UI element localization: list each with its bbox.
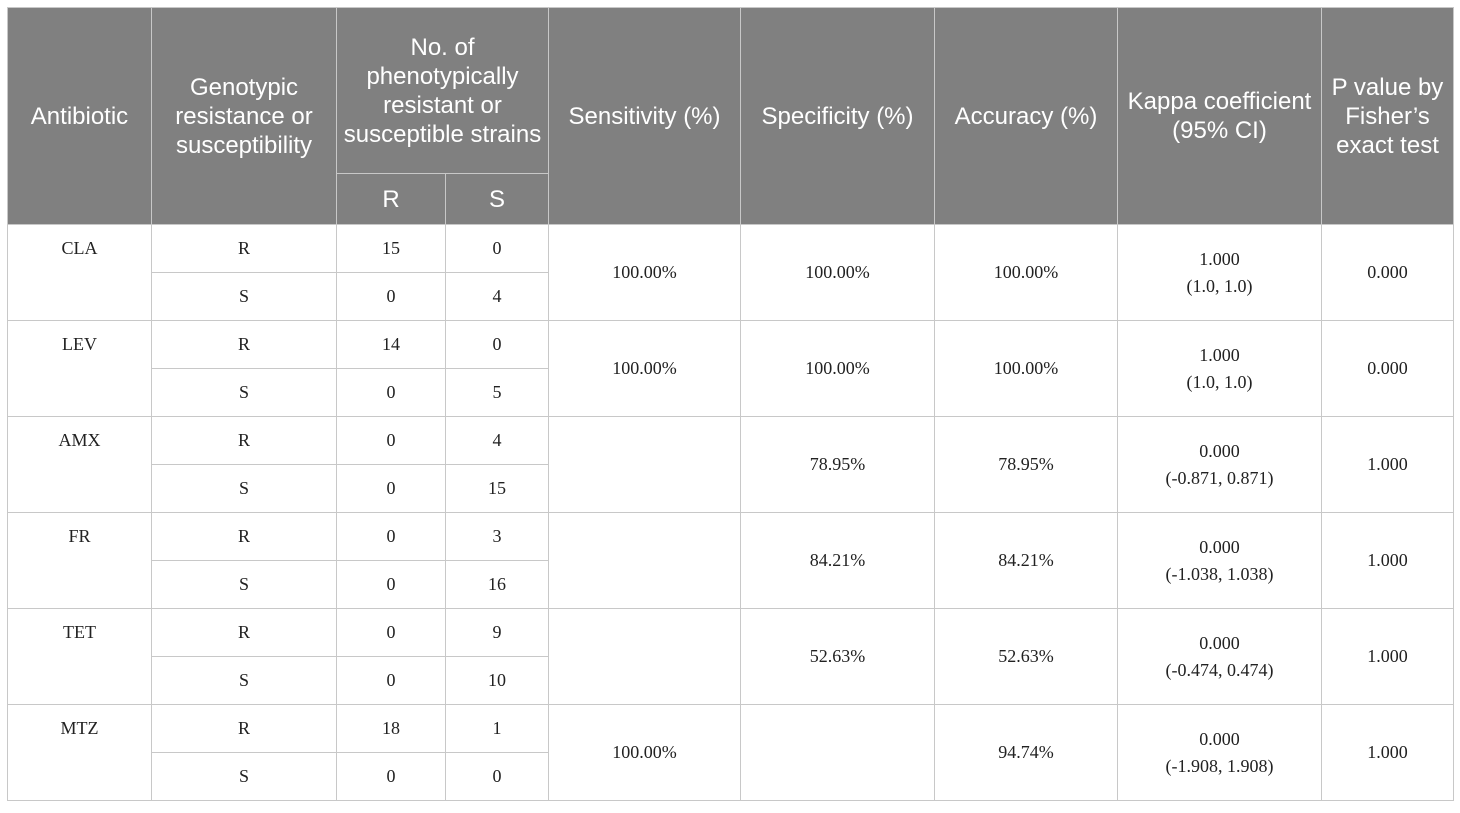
table-row (8, 321, 1454, 369)
kappa-ci: (-0.871, 0.871) (1165, 467, 1274, 488)
genotype-cell: S (152, 465, 337, 513)
table-row (8, 609, 1454, 657)
kappa-ci: (-1.908, 1.908) (1165, 755, 1274, 776)
phenotype-s-cell: 9 (446, 609, 549, 657)
table-row (8, 705, 1454, 753)
pvalue-cell: 1.000 (1322, 705, 1454, 801)
phenotype-s-cell: 10 (446, 657, 549, 705)
antibiotic-cell: AMX (8, 417, 152, 513)
kappa-value: 0.000 (1199, 632, 1240, 653)
kappa-ci: (-0.474, 0.474) (1165, 659, 1274, 680)
phenotype-s-cell: 1 (446, 705, 549, 753)
kappa-ci: (-1.038, 1.038) (1165, 563, 1274, 584)
phenotype-r-cell: 15 (337, 225, 446, 273)
phenotype-r-cell: 14 (337, 321, 446, 369)
genotype-cell: S (152, 657, 337, 705)
pvalue-cell: 0.000 (1322, 225, 1454, 321)
header-genotypic: Genotypic resistance or susceptibility (152, 8, 337, 225)
phenotype-r-cell: 0 (337, 369, 446, 417)
table-row (8, 417, 1454, 465)
kappa-cell (1118, 513, 1322, 609)
phenotype-s-cell: 0 (446, 753, 549, 801)
phenotype-r-cell: 0 (337, 417, 446, 465)
phenotype-r-cell: 0 (337, 273, 446, 321)
pvalue-cell: 1.000 (1322, 417, 1454, 513)
sensitivity-cell (549, 417, 741, 513)
sensitivity-cell (549, 513, 741, 609)
genotype-cell: R (152, 321, 337, 369)
phenotype-s-cell: 15 (446, 465, 549, 513)
genotype-cell: R (152, 513, 337, 561)
kappa-cell (1118, 609, 1322, 705)
specificity-cell: 84.21% (741, 513, 935, 609)
phenotype-s-cell: 16 (446, 561, 549, 609)
accuracy-cell: 100.00% (935, 321, 1118, 417)
header-antibiotic: Antibiotic (8, 8, 152, 225)
phenotype-r-cell: 0 (337, 513, 446, 561)
antibiotic-cell: MTZ (8, 705, 152, 801)
results-table (7, 7, 1454, 801)
antibiotic-cell: TET (8, 609, 152, 705)
genotype-cell: S (152, 753, 337, 801)
phenotype-s-cell: 5 (446, 369, 549, 417)
genotype-cell: R (152, 705, 337, 753)
accuracy-cell: 100.00% (935, 225, 1118, 321)
specificity-cell: 100.00% (741, 225, 935, 321)
kappa-cell (1118, 225, 1322, 321)
specificity-cell: 52.63% (741, 609, 935, 705)
accuracy-cell: 94.74% (935, 705, 1118, 801)
phenotype-r-cell: 0 (337, 609, 446, 657)
table-row (8, 225, 1454, 273)
kappa-value: 1.000 (1199, 344, 1240, 365)
table-body (8, 225, 1454, 801)
header-pvalue: P value by Fisher’s exact test (1322, 8, 1454, 225)
pvalue-cell: 0.000 (1322, 321, 1454, 417)
genotype-cell: S (152, 561, 337, 609)
accuracy-cell: 84.21% (935, 513, 1118, 609)
kappa-cell (1118, 417, 1322, 513)
header-accuracy: Accuracy (%) (935, 8, 1118, 225)
accuracy-cell: 78.95% (935, 417, 1118, 513)
table-row (8, 513, 1454, 561)
genotype-cell: S (152, 273, 337, 321)
sensitivity-cell: 100.00% (549, 321, 741, 417)
specificity-cell: 78.95% (741, 417, 935, 513)
kappa-value: 0.000 (1199, 440, 1240, 461)
header-phenotypic: No. of phenotypically resistant or susceptible strains (337, 8, 549, 174)
kappa-ci: (1.0, 1.0) (1186, 371, 1253, 392)
pvalue-cell: 1.000 (1322, 513, 1454, 609)
header-s: S (446, 174, 549, 225)
genotype-cell: R (152, 225, 337, 273)
antibiotic-cell: CLA (8, 225, 152, 321)
phenotype-r-cell: 0 (337, 465, 446, 513)
sensitivity-cell: 100.00% (549, 705, 741, 801)
antibiotic-cell: FR (8, 513, 152, 609)
kappa-cell (1118, 705, 1322, 801)
sensitivity-cell (549, 609, 741, 705)
kappa-value: 1.000 (1199, 248, 1240, 269)
header-kappa: Kappa coefficient (95% CI) (1118, 8, 1322, 225)
header-sensitivity: Sensitivity (%) (549, 8, 741, 225)
genotype-cell: R (152, 609, 337, 657)
pvalue-cell: 1.000 (1322, 609, 1454, 705)
header-specificity: Specificity (%) (741, 8, 935, 225)
kappa-cell (1118, 321, 1322, 417)
phenotype-r-cell: 0 (337, 753, 446, 801)
phenotype-s-cell: 0 (446, 225, 549, 273)
sensitivity-cell: 100.00% (549, 225, 741, 321)
specificity-cell (741, 705, 935, 801)
phenotype-s-cell: 3 (446, 513, 549, 561)
phenotype-s-cell: 4 (446, 273, 549, 321)
header-r: R (337, 174, 446, 225)
phenotype-r-cell: 18 (337, 705, 446, 753)
genotype-cell: S (152, 369, 337, 417)
kappa-ci: (1.0, 1.0) (1186, 275, 1253, 296)
kappa-value: 0.000 (1199, 536, 1240, 557)
phenotype-s-cell: 0 (446, 321, 549, 369)
phenotype-s-cell: 4 (446, 417, 549, 465)
genotype-cell: R (152, 417, 337, 465)
phenotype-r-cell: 0 (337, 657, 446, 705)
antibiotic-cell: LEV (8, 321, 152, 417)
accuracy-cell: 52.63% (935, 609, 1118, 705)
kappa-value: 0.000 (1199, 728, 1240, 749)
phenotype-r-cell: 0 (337, 561, 446, 609)
specificity-cell: 100.00% (741, 321, 935, 417)
